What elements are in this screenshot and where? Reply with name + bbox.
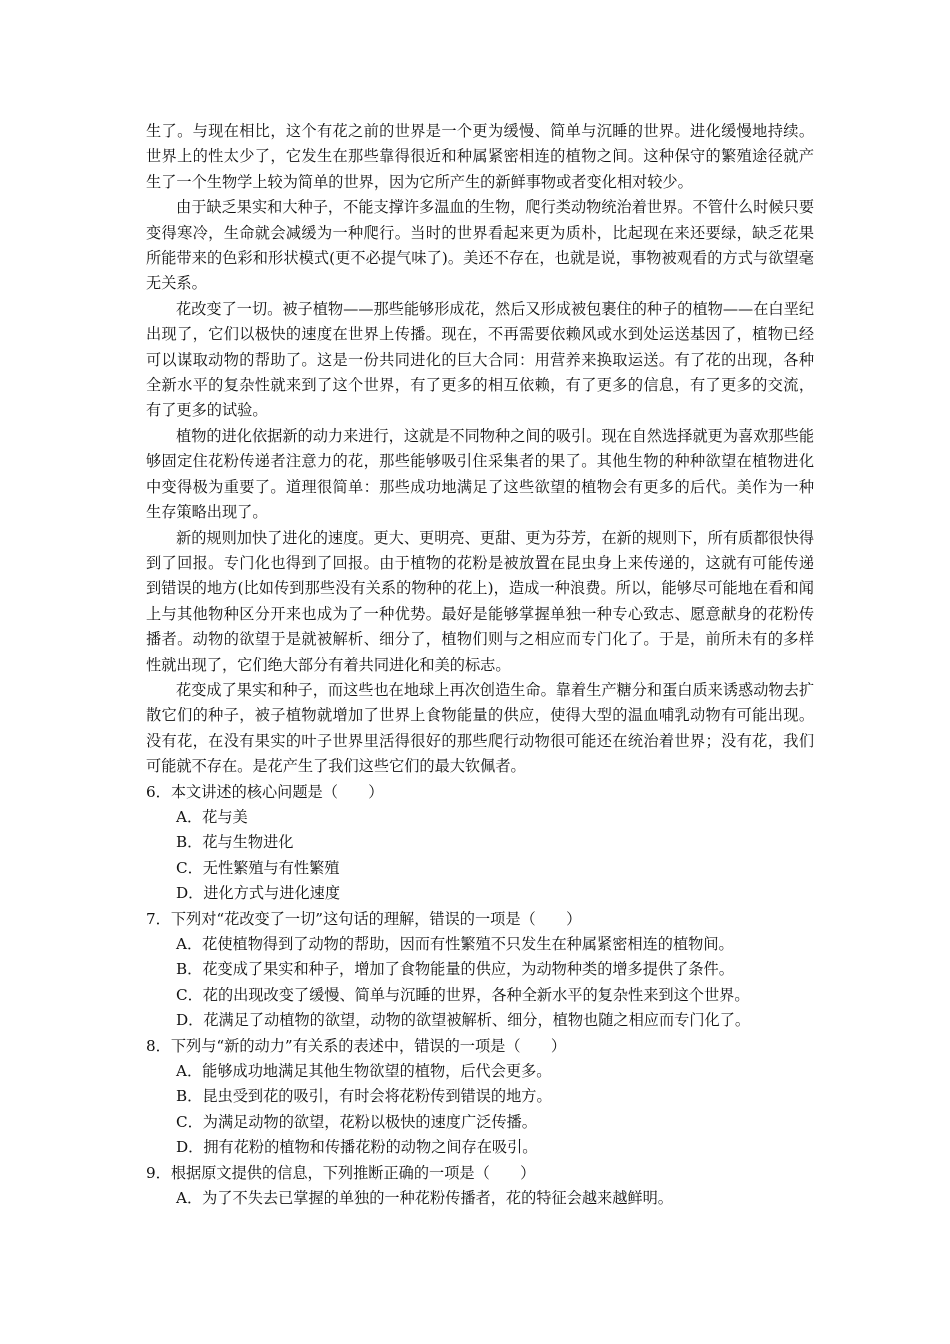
answer-option: C．花的出现改变了缓慢、简单与沉睡的世界，各种全新水平的复杂性来到这个世界。 <box>176 985 750 1004</box>
passage-paragraph: 花改变了一切。被子植物——那些能够形成花，然后又形成被包裹住的种子的植物——在白垩纪出现了，它们以极快的速度在世界上传播。现在，不再需要依赖风或水到处运送基因了，植物已经可以谋取动物的帮助了。这是一份共同进化的巨大合同：用营养来换取运送。有了花的出现，各种全新水平的复杂性就来到了这个世界，有了更多的相互依赖，有了更多的信息，有了更多的交流，有了更多的试验。 <box>146 299 814 420</box>
question-stem: 8．下列与“新的动力”有关系的表述中，错误的一项是（ ） <box>146 1036 567 1055</box>
question-stem: 6．本文讲述的核心问题是（ ） <box>146 782 384 801</box>
passage-paragraph: 由于缺乏果实和大种子，不能支撑许多温血的生物，爬行类动物统治着世界。不管什么时候只要变得寒冷，生命就会减缓为一种爬行。当时的世界看起来更为质朴，比起现在来还要绿，缺乏花果所能带来的色彩和形状模式(更不必提气味了)。美还不存在，也就是说，事物被观看的方式与欲望毫无关系。 <box>146 198 814 293</box>
answer-option: A．为了不失去已掌握的单独的一种花粉传播者，花的特征会越来越鲜明。 <box>176 1189 673 1208</box>
answer-option: A．花与美 <box>176 807 248 826</box>
answer-option: A．能够成功地满足其他生物欲望的植物，后代会更多。 <box>176 1062 552 1081</box>
question-stem: 9．根据原文提供的信息，下列推断正确的一项是（ ） <box>146 1163 536 1182</box>
answer-option: B．花与生物进化 <box>176 833 294 852</box>
answer-option: A．花使植物得到了动物的帮助，因而有性繁殖不只发生在种属紧密相连的植物间。 <box>176 935 734 953</box>
answer-option: B．昆虫受到花的吸引，有时会将花粉传到错误的地方。 <box>176 1087 552 1106</box>
passage-paragraph: 生了。与现在相比，这个有花之前的世界是一个更为缓慢、简单与沉睡的世界。进化缓慢地持续。世界上的性太少了，它发生在那些靠得很近和种属紧密相连的植物之间。这种保守的繁殖途径就产生了一个生物学上较为简单的世界，因为它所产生的新鲜事物或者变化相对较少。 <box>146 122 814 191</box>
answer-option: D．拥有花粉的植物和传播花粉的动物之间存在吸引。 <box>176 1138 538 1157</box>
question-7 <box>146 907 814 1034</box>
document-body <box>146 119 814 1211</box>
passage-paragraph: 植物的进化依据新的动力来进行，这就是不同物种之间的吸引。现在自然选择就更为喜欢那些能够固定住花粉传递者注意力的花，那些能够吸引住采集者的果了。其他生物的种种欲望在植物进化中变得极为重要了。道理很简单：那些成功地满足了这些欲望的植物会有更多的后代。美作为一种生存策略出现了。 <box>146 426 814 522</box>
question-6 <box>146 780 814 907</box>
answer-option: D．花满足了动植物的欲望，动物的欲望被解析、细分，植物也随之相应而专门化了。 <box>176 1011 751 1030</box>
question-stem: 7．下列对“花改变了一切”这句话的理解，错误的一项是（ ） <box>146 909 582 928</box>
passage-paragraph: 花变成了果实和种子，而这些也在地球上再次创造生命。靠着生产糖分和蛋白质来诱惑动物去扩散它们的种子，被子植物就增加了世界上食物能量的供应，使得大型的温血哺乳动物有可能出现。没有花，在没有果实的叶子世界里活得很好的那些爬行动物很可能还在统治着世界；没有花，我们可能就不存在。是花产生了我们这些它们的最大钦佩者。 <box>146 680 814 776</box>
passage-paragraph: 新的规则加快了进化的速度。更大、更明亮、更甜、更为芬芳，在新的规则下，所有质都很快得到了回报。专门化也得到了回报。由于植物的花粉是被放置在昆虫身上来传递的，这就有可能传递到错误的地方(比如传到那些没有关系的物种的花上)，造成一种浪费。所以，能够尽可能地在看和闻上与其他物种区分开来也成为了一种优势。最好是能够掌握单独一种专心致志、愿意献身的花粉传播者。动物的欲望于是就被解析、细分了，植物们则与之相应而专门化了。于是，前所未有的多样性就出现了，它们绝大部分有着共同进化和美的标志。 <box>146 528 814 674</box>
answer-option: B．花变成了果实和种子，增加了食物能量的供应，为动物种类的增多提供了条件。 <box>176 960 734 979</box>
answer-option: D．进化方式与进化速度 <box>176 884 341 903</box>
question-8 <box>146 1034 814 1161</box>
question-9 <box>146 1161 814 1212</box>
answer-option: C．无性繁殖与有性繁殖 <box>176 858 340 877</box>
answer-option: C．为满足动物的欲望，花粉以极快的速度广泛传播。 <box>176 1112 537 1131</box>
